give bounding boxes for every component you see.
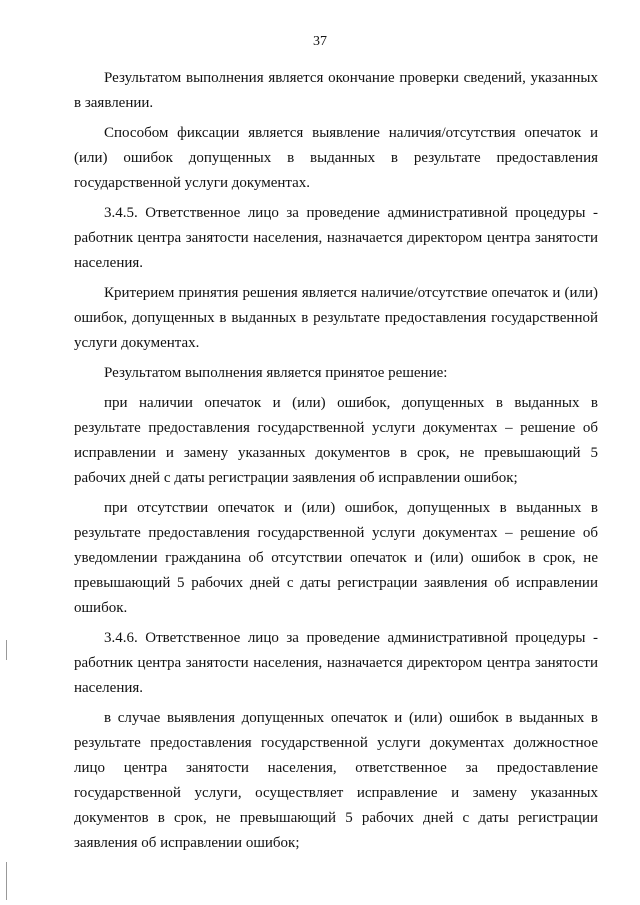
paragraph-2: Способом фиксации является выявление наличия/отсутствия опечаток и (или) ошибок допущенных в выданных в результате предоставления государственной услуги документах. bbox=[74, 125, 598, 191]
scan-edge-mark bbox=[6, 640, 7, 660]
page-number: 37 bbox=[313, 34, 327, 49]
paragraph-7: при отсутствии опечаток и (или) ошибок, допущенных в выданных в результате предоставления государственной услуги документах – решение об уведомлении гражданина об отсутствии опечаток и (или) ошибок в срок, не превышающий 5 рабочих дней с даты регистрации заявления об исправлении ошибок. bbox=[74, 500, 598, 616]
paragraph-6: при наличии опечаток и (или) ошибок, допущенных в выданных в результате предоставления государственной услуги документах – решение об исправлении и замену указанных документов в срок, не превышающий 5 рабочих дней с даты регистрации заявления об исправлении ошибок; bbox=[74, 395, 598, 486]
paragraph-4: Критерием принятия решения является наличие/отсутствие опечаток и (или) ошибок, допущенных в выданных в результате предоставления государственной услуги документах. bbox=[74, 285, 598, 351]
paragraph-8: 3.4.6. Ответственное лицо за проведение административной процедуры - работник центра занятости населения, назначается директором центра занятости населения. bbox=[74, 630, 598, 696]
scan-edge-mark bbox=[6, 862, 7, 900]
paragraph-5: Результатом выполнения является принятое решение: bbox=[104, 365, 448, 381]
paragraph-9: в случае выявления допущенных опечаток и (или) ошибок в выданных в результате предоставления государственной услуги документах должностное лицо центра занятости населения, ответственное за предоставление государственной услуги, осуществляет исправление и замену указанных документов в срок, не превышающий 5 рабочих дней с даты регистрации заявления об исправлении ошибок; bbox=[74, 710, 598, 851]
paragraph-3: 3.4.5. Ответственное лицо за проведение административной процедуры - работник центра занятости населения, назначается директором центра занятости населения. bbox=[74, 205, 598, 271]
paragraph-1: Результатом выполнения является окончание проверки сведений, указанных в заявлении. bbox=[74, 70, 598, 111]
document-body bbox=[74, 66, 598, 861]
